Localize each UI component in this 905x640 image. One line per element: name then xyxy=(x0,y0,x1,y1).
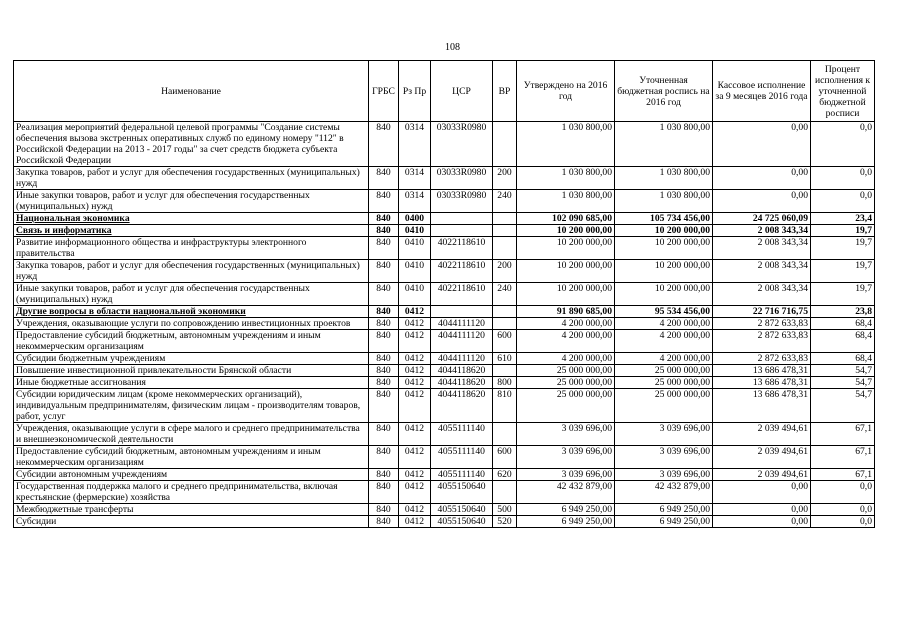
cell-cash: 0,00 xyxy=(713,481,811,504)
header-approved: Утверждено на 2016 год xyxy=(517,61,615,122)
cell-approved: 10 200 000,00 xyxy=(517,283,615,306)
cell-grbs: 840 xyxy=(369,353,399,365)
table-row xyxy=(14,318,875,330)
cell-csr: 4022118610 xyxy=(431,260,493,283)
cell-approved: 4 200 000,00 xyxy=(517,318,615,330)
cell-grbs: 840 xyxy=(369,389,399,423)
cell-percent: 19,7 xyxy=(811,237,875,260)
cell-cash: 2 872 633,83 xyxy=(713,318,811,330)
cell-refined: 10 200 000,00 xyxy=(615,283,713,306)
cell-cash: 0,00 xyxy=(713,190,811,213)
cell-name: Закупка товаров, работ и услуг для обеспечения государственных (муниципальных) нужд xyxy=(14,167,369,190)
table-row xyxy=(14,377,875,389)
cell-vr: 500 xyxy=(493,504,517,516)
cell-cash: 2 008 343,34 xyxy=(713,225,811,237)
cell-approved: 4 200 000,00 xyxy=(517,353,615,365)
cell-vr xyxy=(493,225,517,237)
cell-rzpr: 0314 xyxy=(399,190,431,213)
cell-name: Субсидии бюджетным учреждениям xyxy=(14,353,369,365)
cell-refined: 10 200 000,00 xyxy=(615,260,713,283)
cell-percent: 54,7 xyxy=(811,377,875,389)
cell-rzpr: 0412 xyxy=(399,306,431,318)
cell-grbs: 840 xyxy=(369,365,399,377)
cell-name: Закупка товаров, работ и услуг для обеспечения государственных (муниципальных) нужд xyxy=(14,260,369,283)
cell-vr xyxy=(493,481,517,504)
cell-vr: 610 xyxy=(493,353,517,365)
cell-grbs: 840 xyxy=(369,504,399,516)
cell-rzpr: 0412 xyxy=(399,330,431,353)
cell-cash: 24 725 060,09 xyxy=(713,213,811,225)
cell-percent: 0,0 xyxy=(811,122,875,167)
cell-csr: 4055111140 xyxy=(431,469,493,481)
table-body xyxy=(14,122,875,528)
table-row xyxy=(14,504,875,516)
table-row xyxy=(14,306,875,318)
cell-name: Связь и информатика xyxy=(14,225,369,237)
cell-rzpr: 0314 xyxy=(399,167,431,190)
cell-name: Предоставление субсидий бюджетным, автономным учреждениям и иным некоммерческим организациям xyxy=(14,446,369,469)
table-row xyxy=(14,389,875,423)
cell-refined: 10 200 000,00 xyxy=(615,237,713,260)
cell-csr: 4055150640 xyxy=(431,504,493,516)
cell-csr: 03033R0980 xyxy=(431,167,493,190)
cell-cash: 13 686 478,31 xyxy=(713,365,811,377)
page-number: 108 xyxy=(445,42,460,53)
cell-percent: 68,4 xyxy=(811,330,875,353)
cell-cash: 2 039 494,61 xyxy=(713,469,811,481)
cell-approved: 10 200 000,00 xyxy=(517,260,615,283)
cell-vr: 520 xyxy=(493,516,517,528)
cell-percent: 23,8 xyxy=(811,306,875,318)
table-row xyxy=(14,365,875,377)
cell-refined: 1 030 800,00 xyxy=(615,190,713,213)
header-grbs: ГРБС xyxy=(369,61,399,122)
cell-cash: 2 039 494,61 xyxy=(713,423,811,446)
cell-refined: 10 200 000,00 xyxy=(615,225,713,237)
cell-cash: 0,00 xyxy=(713,167,811,190)
cell-percent: 68,4 xyxy=(811,318,875,330)
cell-grbs: 840 xyxy=(369,283,399,306)
cell-approved: 1 030 800,00 xyxy=(517,122,615,167)
cell-vr xyxy=(493,213,517,225)
cell-csr xyxy=(431,306,493,318)
cell-rzpr: 0412 xyxy=(399,365,431,377)
cell-csr: 4044118620 xyxy=(431,389,493,423)
cell-refined: 3 039 696,00 xyxy=(615,423,713,446)
cell-refined: 25 000 000,00 xyxy=(615,365,713,377)
header-rzpr: Рз Пр xyxy=(399,61,431,122)
cell-grbs: 840 xyxy=(369,260,399,283)
cell-refined: 4 200 000,00 xyxy=(615,318,713,330)
cell-percent: 67,1 xyxy=(811,423,875,446)
cell-vr: 240 xyxy=(493,190,517,213)
cell-percent: 23,4 xyxy=(811,213,875,225)
table-row xyxy=(14,213,875,225)
cell-approved: 91 890 685,00 xyxy=(517,306,615,318)
cell-refined: 4 200 000,00 xyxy=(615,330,713,353)
cell-rzpr: 0410 xyxy=(399,260,431,283)
table-row xyxy=(14,237,875,260)
cell-csr: 03033R0980 xyxy=(431,190,493,213)
cell-grbs: 840 xyxy=(369,330,399,353)
cell-rzpr: 0410 xyxy=(399,225,431,237)
cell-rzpr: 0412 xyxy=(399,423,431,446)
cell-name: Реализация мероприятий федеральной целевой программы "Создание системы обеспечения вызова экстренных оперативных служб по единому номеру "112" в Российской Федерации на 2013 - 2017 годы" за счет средств бюджета субъекта Российской Федерации xyxy=(14,122,369,167)
cell-rzpr: 0412 xyxy=(399,353,431,365)
cell-csr: 4022118610 xyxy=(431,237,493,260)
cell-vr xyxy=(493,237,517,260)
cell-approved: 6 949 250,00 xyxy=(517,516,615,528)
cell-grbs: 840 xyxy=(369,481,399,504)
cell-cash: 2 039 494,61 xyxy=(713,446,811,469)
cell-name: Межбюджетные трансферты xyxy=(14,504,369,516)
table-row xyxy=(14,190,875,213)
cell-vr: 200 xyxy=(493,260,517,283)
cell-name: Субсидии автономным учреждениям xyxy=(14,469,369,481)
table-row xyxy=(14,122,875,167)
header-csr: ЦСР xyxy=(431,61,493,122)
cell-rzpr: 0412 xyxy=(399,318,431,330)
cell-refined: 1 030 800,00 xyxy=(615,122,713,167)
cell-refined: 42 432 879,00 xyxy=(615,481,713,504)
cell-name: Национальная экономика xyxy=(14,213,369,225)
cell-refined: 3 039 696,00 xyxy=(615,469,713,481)
cell-cash: 2 008 343,34 xyxy=(713,237,811,260)
cell-vr xyxy=(493,306,517,318)
cell-vr: 600 xyxy=(493,330,517,353)
table-row xyxy=(14,516,875,528)
cell-vr xyxy=(493,365,517,377)
cell-percent: 0,0 xyxy=(811,504,875,516)
cell-cash: 0,00 xyxy=(713,504,811,516)
cell-rzpr: 0412 xyxy=(399,469,431,481)
cell-percent: 0,0 xyxy=(811,481,875,504)
cell-approved: 1 030 800,00 xyxy=(517,167,615,190)
cell-vr xyxy=(493,122,517,167)
cell-grbs: 840 xyxy=(369,469,399,481)
cell-vr: 620 xyxy=(493,469,517,481)
table-row xyxy=(14,260,875,283)
cell-rzpr: 0412 xyxy=(399,377,431,389)
cell-grbs: 840 xyxy=(369,190,399,213)
cell-approved: 25 000 000,00 xyxy=(517,377,615,389)
cell-refined: 25 000 000,00 xyxy=(615,377,713,389)
cell-refined: 1 030 800,00 xyxy=(615,167,713,190)
cell-csr: 03033R0980 xyxy=(431,122,493,167)
cell-name: Иные закупки товаров, работ и услуг для обеспечения государственных (муниципальных) нужд xyxy=(14,283,369,306)
header-cash: Кассовое исполнение за 9 месяцев 2016 года xyxy=(713,61,811,122)
cell-approved: 10 200 000,00 xyxy=(517,237,615,260)
cell-approved: 3 039 696,00 xyxy=(517,423,615,446)
cell-approved: 3 039 696,00 xyxy=(517,446,615,469)
cell-grbs: 840 xyxy=(369,446,399,469)
cell-rzpr: 0412 xyxy=(399,446,431,469)
table-row xyxy=(14,225,875,237)
cell-rzpr: 0410 xyxy=(399,237,431,260)
cell-approved: 6 949 250,00 xyxy=(517,504,615,516)
cell-approved: 25 000 000,00 xyxy=(517,365,615,377)
table-row xyxy=(14,330,875,353)
cell-name: Другие вопросы в области национальной экономики xyxy=(14,306,369,318)
cell-grbs: 840 xyxy=(369,213,399,225)
cell-rzpr: 0412 xyxy=(399,516,431,528)
cell-percent: 19,7 xyxy=(811,283,875,306)
cell-cash: 2 008 343,34 xyxy=(713,283,811,306)
cell-percent: 0,0 xyxy=(811,190,875,213)
cell-name: Субсидии xyxy=(14,516,369,528)
cell-percent: 54,7 xyxy=(811,389,875,423)
cell-vr: 800 xyxy=(493,377,517,389)
cell-name: Повышение инвестиционной привлекательности Брянской области xyxy=(14,365,369,377)
header-vr: ВР xyxy=(493,61,517,122)
budget-table xyxy=(13,60,875,528)
cell-rzpr: 0412 xyxy=(399,481,431,504)
cell-refined: 6 949 250,00 xyxy=(615,504,713,516)
cell-csr: 4022118610 xyxy=(431,283,493,306)
cell-cash: 2 872 633,83 xyxy=(713,353,811,365)
cell-rzpr: 0410 xyxy=(399,283,431,306)
cell-csr: 4044118620 xyxy=(431,377,493,389)
cell-refined: 25 000 000,00 xyxy=(615,389,713,423)
cell-name: Субсидии юридическим лицам (кроме некоммерческих организаций), индивидуальным предпринимателям, физическим лицам - производителям товаров, работ, услуг xyxy=(14,389,369,423)
table-row xyxy=(14,167,875,190)
cell-approved: 102 090 685,00 xyxy=(517,213,615,225)
table-row xyxy=(14,481,875,504)
cell-rzpr: 0412 xyxy=(399,389,431,423)
cell-approved: 4 200 000,00 xyxy=(517,330,615,353)
cell-name: Предоставление субсидий бюджетным, автономным учреждениям и иным некоммерческим организациям xyxy=(14,330,369,353)
cell-cash: 13 686 478,31 xyxy=(713,389,811,423)
cell-grbs: 840 xyxy=(369,122,399,167)
cell-percent: 67,1 xyxy=(811,469,875,481)
cell-csr: 4044111120 xyxy=(431,330,493,353)
cell-name: Развитие информационного общества и инфраструктуры электронного правительства xyxy=(14,237,369,260)
header-name: Наименование xyxy=(14,61,369,122)
cell-vr: 600 xyxy=(493,446,517,469)
cell-name: Государственная поддержка малого и среднего предпринимательства, включая крестьянские (фермерские) хозяйства xyxy=(14,481,369,504)
cell-grbs: 840 xyxy=(369,306,399,318)
cell-csr: 4055111140 xyxy=(431,423,493,446)
cell-refined: 4 200 000,00 xyxy=(615,353,713,365)
cell-cash: 2 008 343,34 xyxy=(713,260,811,283)
cell-grbs: 840 xyxy=(369,516,399,528)
cell-refined: 95 534 456,00 xyxy=(615,306,713,318)
cell-percent: 19,7 xyxy=(811,225,875,237)
cell-csr: 4055111140 xyxy=(431,446,493,469)
cell-percent: 67,1 xyxy=(811,446,875,469)
cell-grbs: 840 xyxy=(369,318,399,330)
cell-grbs: 840 xyxy=(369,377,399,389)
cell-refined: 105 734 456,00 xyxy=(615,213,713,225)
cell-approved: 3 039 696,00 xyxy=(517,469,615,481)
cell-percent: 19,7 xyxy=(811,260,875,283)
cell-csr: 4055150640 xyxy=(431,481,493,504)
cell-name: Учреждения, оказывающие услуги по сопровождению инвестиционных проектов xyxy=(14,318,369,330)
cell-percent: 0,0 xyxy=(811,167,875,190)
cell-grbs: 840 xyxy=(369,225,399,237)
cell-refined: 3 039 696,00 xyxy=(615,446,713,469)
table-header-row xyxy=(14,61,875,122)
cell-name: Учреждения, оказывающие услуги в сфере малого и среднего предпринимательства и внешнеэкономической деятельности xyxy=(14,423,369,446)
cell-csr xyxy=(431,213,493,225)
cell-vr: 240 xyxy=(493,283,517,306)
cell-approved: 25 000 000,00 xyxy=(517,389,615,423)
cell-percent: 0,0 xyxy=(811,516,875,528)
cell-cash: 13 686 478,31 xyxy=(713,377,811,389)
header-percent: Процент исполнения к уточненной бюджетной росписи xyxy=(811,61,875,122)
table-row xyxy=(14,283,875,306)
table-row xyxy=(14,423,875,446)
cell-approved: 1 030 800,00 xyxy=(517,190,615,213)
cell-rzpr: 0412 xyxy=(399,504,431,516)
cell-vr xyxy=(493,318,517,330)
cell-csr xyxy=(431,225,493,237)
cell-refined: 6 949 250,00 xyxy=(615,516,713,528)
cell-csr: 4044118620 xyxy=(431,365,493,377)
cell-approved: 42 432 879,00 xyxy=(517,481,615,504)
header-refined: Уточненная бюджетная роспись на 2016 год xyxy=(615,61,713,122)
cell-rzpr: 0314 xyxy=(399,122,431,167)
cell-name: Иные бюджетные ассигнования xyxy=(14,377,369,389)
cell-vr: 200 xyxy=(493,167,517,190)
cell-cash: 2 872 633,83 xyxy=(713,330,811,353)
cell-cash: 22 716 716,75 xyxy=(713,306,811,318)
cell-cash: 0,00 xyxy=(713,516,811,528)
cell-csr: 4055150640 xyxy=(431,516,493,528)
cell-approved: 10 200 000,00 xyxy=(517,225,615,237)
table-row xyxy=(14,446,875,469)
table-row xyxy=(14,469,875,481)
cell-grbs: 840 xyxy=(369,423,399,446)
cell-csr: 4044111120 xyxy=(431,353,493,365)
cell-vr xyxy=(493,423,517,446)
cell-csr: 4044111120 xyxy=(431,318,493,330)
table-row xyxy=(14,353,875,365)
cell-grbs: 840 xyxy=(369,237,399,260)
cell-vr: 810 xyxy=(493,389,517,423)
cell-percent: 68,4 xyxy=(811,353,875,365)
cell-cash: 0,00 xyxy=(713,122,811,167)
cell-percent: 54,7 xyxy=(811,365,875,377)
cell-name: Иные закупки товаров, работ и услуг для обеспечения государственных (муниципальных) нужд xyxy=(14,190,369,213)
cell-grbs: 840 xyxy=(369,167,399,190)
cell-rzpr: 0400 xyxy=(399,213,431,225)
